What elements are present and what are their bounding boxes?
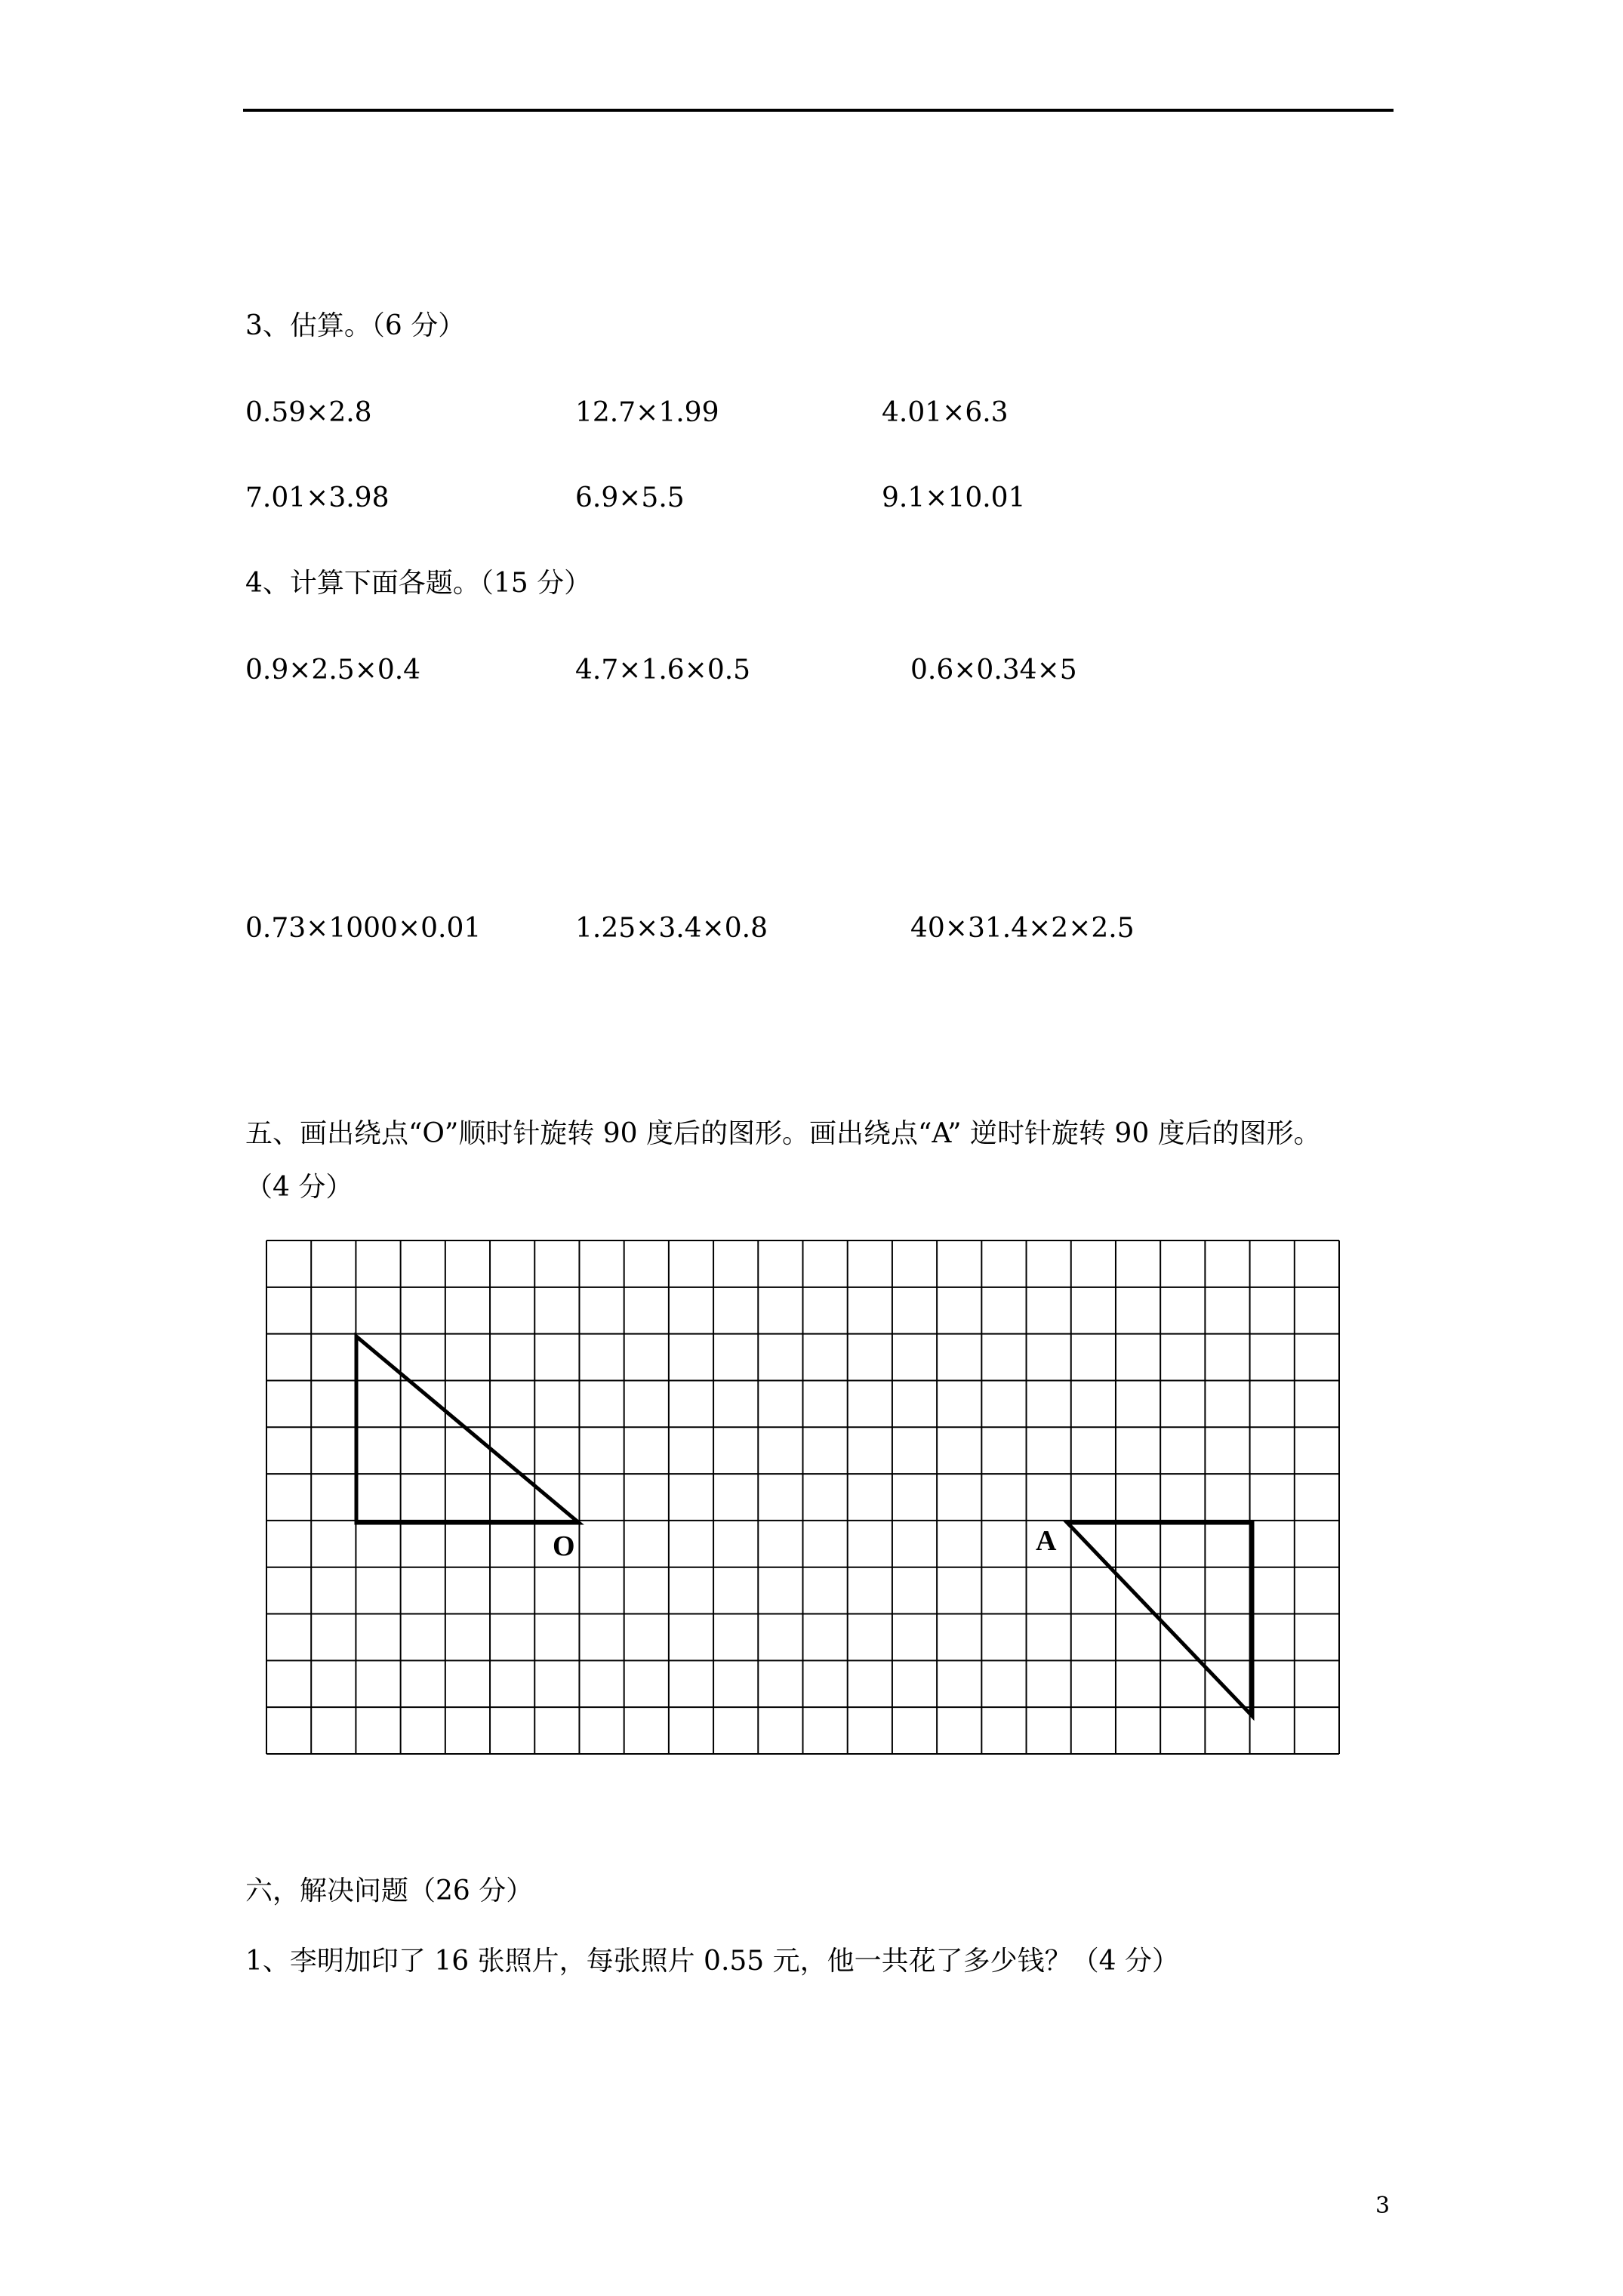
calc-item-4: 0.73×1000×0.01 [245,913,482,944]
triangle-o [356,1336,579,1523]
label-a: A [1036,1525,1057,1557]
grid-lines [266,1240,1339,1754]
calc-item-3: 0.6×0.34×5 [910,655,1077,686]
section4-title: 4、计算下面各题。（15 分） [245,568,592,599]
estimate-item-6: 9.1×10.01 [882,482,1026,513]
section3-title: 3、估算。（6 分） [245,310,466,341]
problem-1: 1、李明加印了 16 张照片，每张照片 0.55 元，他一共花了多少钱？（4 分） [245,1946,1179,1977]
estimate-item-4: 7.01×3.98 [245,482,390,513]
section5-instruction: 五、画出绕点“O”顺时针旋转 90 度后的图形。画出绕点“A” 逆时针旋转 90 度后的图形。 [245,1118,1321,1149]
estimate-item-2: 12.7×1.99 [575,397,719,428]
estimate-item-5: 6.9×5.5 [575,482,685,513]
calc-item-1: 0.9×2.5×0.4 [245,655,421,686]
section6-title: 六，解决问题（26 分） [245,1875,534,1906]
section5-points: （4 分） [245,1172,353,1203]
calc-item-2: 4.7×1.6×0.5 [575,655,751,686]
estimate-item-3: 4.01×6.3 [882,397,1009,428]
label-o: O [553,1530,575,1562]
page-number: 3 [1375,2193,1390,2219]
estimate-item-1: 0.59×2.8 [245,397,372,428]
calc-item-6: 40×31.4×2×2.5 [910,913,1135,944]
calc-item-5: 1.25×3.4×0.8 [575,913,768,944]
